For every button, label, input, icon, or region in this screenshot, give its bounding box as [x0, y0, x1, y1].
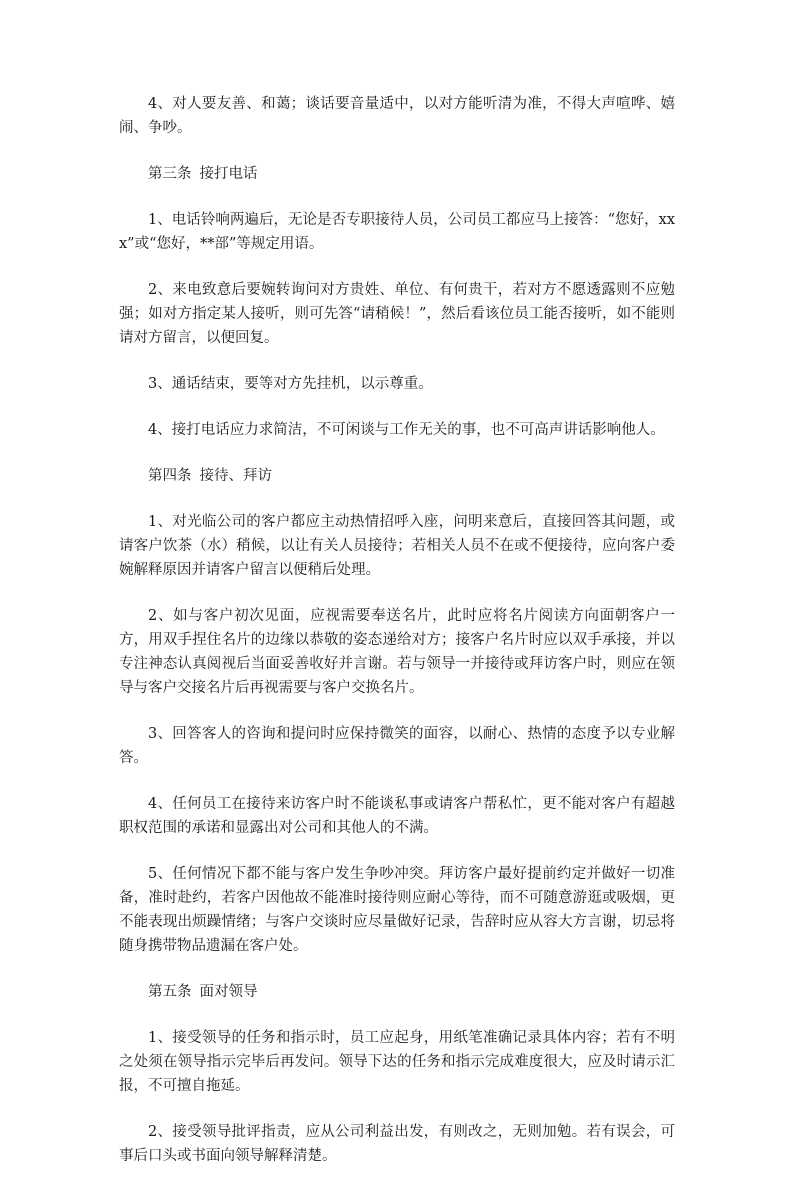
section-number: 第四条 [148, 468, 192, 484]
paragraph: 3、回答客人的咨询和提问时应保持微笑的面容，以耐心、热情的态度予以专业解答。 [119, 726, 675, 766]
paragraph: 4、任何员工在接待来访客户时不能谈私事或请客户帮私忙，更不能对客户有超越职权范围的承诺和显露出对公司和其他人的不满。 [119, 796, 675, 836]
section-heading [119, 162, 675, 186]
paragraph: 1、电话铃响两遍后，无论是否专职接待人员，公司员工都应马上接答：“您好，xxx”或“您好，**部”等规定用语。 [119, 212, 675, 252]
section-number: 第五条 [148, 984, 192, 1000]
paragraph: 4、接打电话应力求简洁，不可闲谈与工作无关的事，也不可高声讲话影响他人。 [148, 422, 665, 438]
paragraph: 3、通话结束，要等对方先挂机，以示尊重。 [148, 376, 433, 392]
section-number: 第三条 [148, 166, 192, 182]
paragraph: 1、接受领导的任务和指示时，员工应起身，用纸笔准确记录具体内容；若有不明之处须在领导指示完毕后再发问。领导下达的任务和指示完成难度很大，应及时请示汇报，不可擅自拖延。 [119, 1030, 675, 1094]
document-body [119, 92, 675, 1190]
paragraph: 2、接受领导批评指责，应从公司利益出发，有则改之，无则加勉。若有误会，可事后口头或书面向领导解释清楚。 [119, 1124, 675, 1164]
section-title: 面对领导 [199, 984, 258, 1000]
paragraph: 2、来电致意后要婉转询问对方贵姓、单位、有何贵干，若对方不愿透露则不应勉强；如对方指定某人接听，则可先答“请稍候！”，然后看该位员工能否接听，如不能则请对方留言，以便回复。 [119, 282, 675, 346]
paragraph: 2、如与客户初次见面，应视需要奉送名片，此时应将名片阅读方向面朝客户一方，用双手捏住名片的边缘以恭敬的姿态递给对方；接客户名片时应以双手承接，并以专注神态认真阅视后当面妥善收好并言谢。若与领导一并接待或拜访客户时，则应在领导与客户交接名片后再视需要与客户交换名片。 [119, 608, 675, 696]
paragraph: 4、对人要友善、和蔼；谈话要音量适中，以对方能听清为准，不得大声喧哗、嬉闹、争吵。 [119, 96, 675, 136]
paragraph: 5、任何情况下都不能与客户发生争吵冲突。拜访客户最好提前约定并做好一切准备，准时赴约，若客户因他故不能准时接待则应耐心等待，而不可随意游逛或吸烟，更不能表现出烦躁情绪；与客户交谈时应尽量做好记录，告辞时应从容大方言谢，切忌将随身携带物品遗漏在客户处。 [119, 866, 675, 954]
section-heading [119, 980, 675, 1004]
section-heading [119, 464, 675, 488]
section-title: 接待、拜访 [199, 468, 272, 484]
section-title: 接打电话 [199, 166, 258, 182]
paragraph: 1、对光临公司的客户都应主动热情招呼入座，问明来意后，直接回答其问题，或请客户饮茶（水）稍候，以让有关人员接待；若相关人员不在或不便接待，应向客户委婉解释原因并请客户留言以便稍后处理。 [119, 514, 675, 578]
